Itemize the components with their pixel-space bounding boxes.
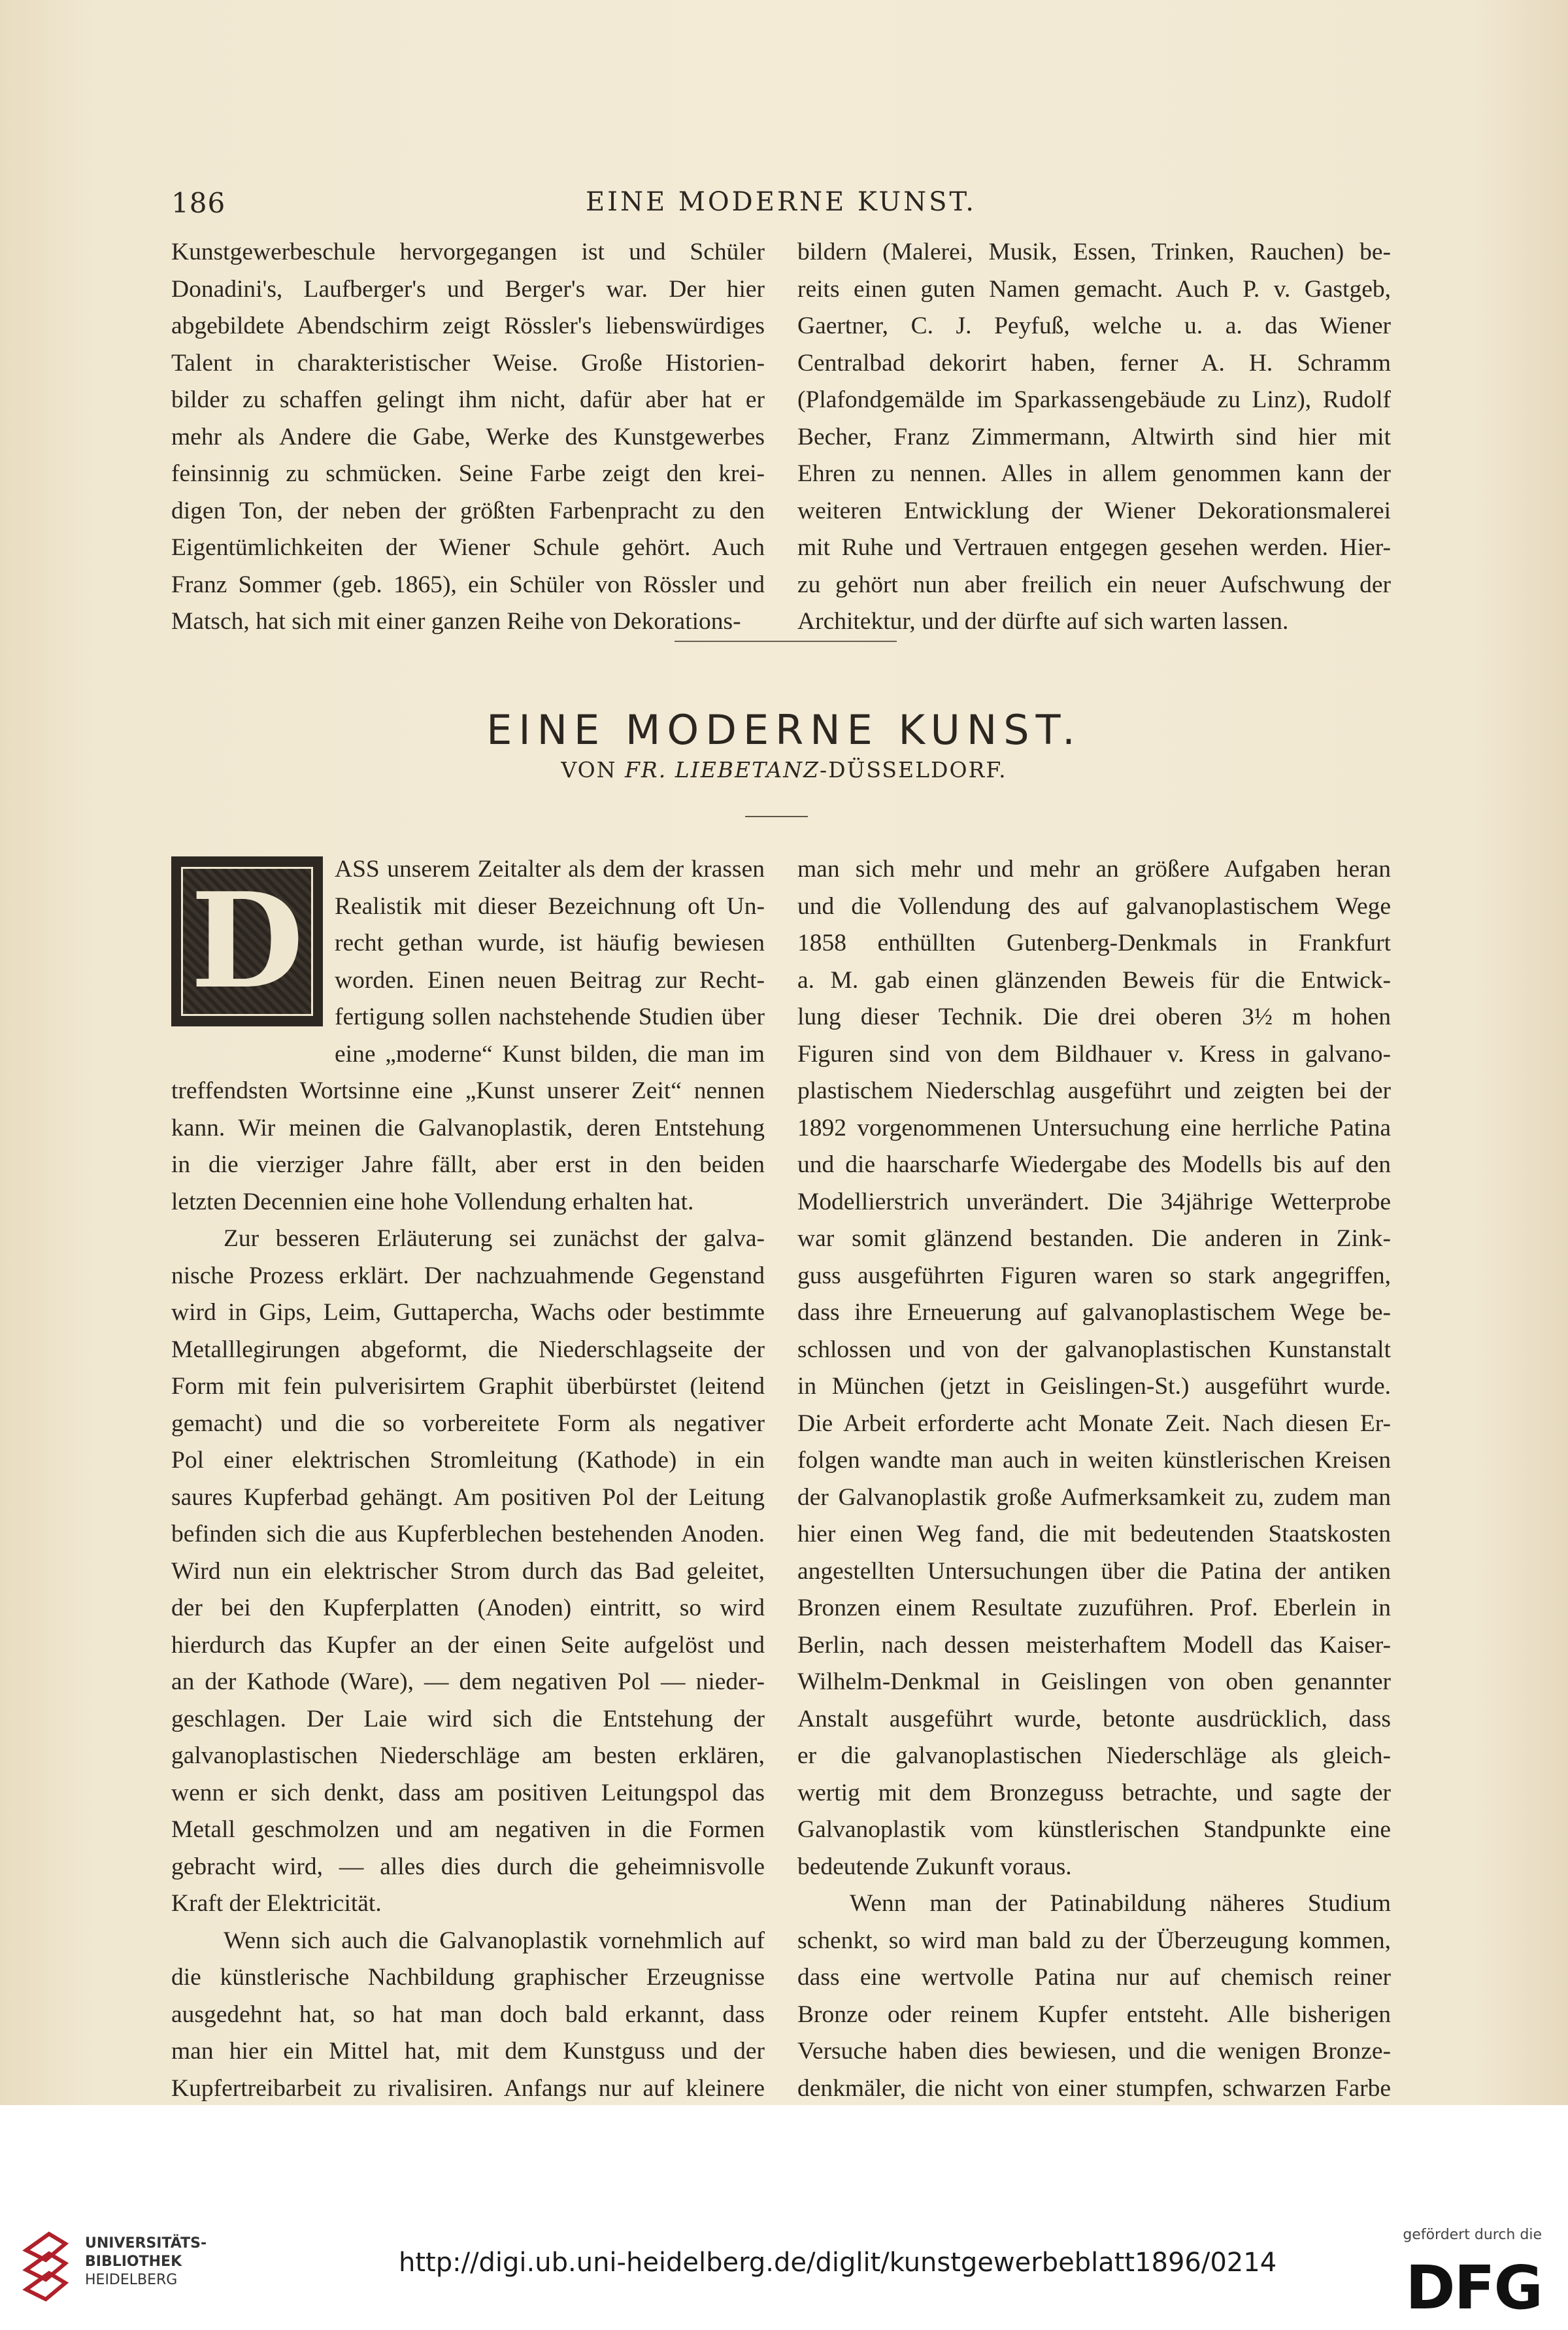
page-header	[171, 187, 1391, 226]
article-right-column	[797, 851, 1391, 2144]
text-line: Kraft der Elektricität.	[171, 1890, 382, 1917]
text-line: saures Kupferbad gehängt. Am positiven Pol der Leitung	[171, 1483, 765, 1511]
text-line: (Plafondgemälde im Sparkassengebäude zu Linz), Rudolf	[797, 386, 1391, 413]
text-line: treffendsten Wortsinne eine „Kunst unserer Zeit“ nennen	[171, 1077, 765, 1104]
text-line: Kunstgewerbeschule hervorgegangen ist und Schüler	[171, 239, 765, 265]
text-line: Berlin, nach dessen meisterhaftem Modell das Kaiser-	[797, 1631, 1391, 1659]
text-line: Wird nun ein elektrischer Strom durch das Bad geleitet,	[171, 1557, 765, 1585]
text-line: dass eine wertvolle Patina nur auf chemisch reiner	[797, 1964, 1391, 1991]
footer-bar	[0, 2105, 1568, 2330]
text-line: geschlagen. Der Laie wird sich die Entstehung der	[171, 1705, 765, 1732]
text-line: gemacht) und die so vorbereitete Form als negativer	[171, 1410, 765, 1437]
text-line: Becher, Franz Zimmermann, Altwirth sind hier mit	[797, 423, 1391, 450]
text-line: recht gethan wurde, ist häufig bewiesen	[335, 930, 765, 956]
text-line: Matsch, hat sich mit einer ganzen Reihe von Dekorations-	[171, 608, 741, 635]
text-line: befinden sich die aus Kupferblechen bestehenden Anoden.	[171, 1521, 765, 1547]
text-line: mit Ruhe und Vertrauen entgegen gesehen werden. Hier-	[797, 534, 1391, 561]
text-line: eine „moderne“ Kunst bilden, die man im	[335, 1040, 765, 1068]
top-right-column	[797, 234, 1391, 641]
text-line: digen Ton, der neben der größten Farbenpracht zu den	[171, 497, 765, 524]
text-line: Bronze oder reinem Kupfer entsteht. Alle bisherigen	[797, 2001, 1391, 2028]
text-line: hierdurch das Kupfer an der einen Seite aufgelöst und	[171, 1631, 765, 1659]
permalink-url[interactable]: http://digi.ub.uni-heidelberg.de/diglit/kunstgewerbeblatt1896/0214	[399, 2248, 1277, 2278]
text-line: dass ihre Erneuerung auf galvanoplastischem Wege be-	[797, 1299, 1391, 1326]
text-line: Metall geschmolzen und am negativen in die Formen	[171, 1816, 765, 1843]
text-line: lung dieser Technik. Die drei oberen 3½ m hohen	[797, 1004, 1391, 1030]
byline-author: FR. LIEBETANZ	[625, 757, 820, 783]
text-line: fertigung sollen nachstehende Studien über	[335, 1004, 765, 1030]
text-line: hier einen Weg fand, die mit bedeutenden Staatskosten	[797, 1521, 1391, 1547]
library-name-line1: UNIVERSITÄTS-	[85, 2235, 207, 2252]
text-line: feinsinnig zu schmücken. Seine Farbe zeigt den krei-	[171, 460, 765, 487]
text-line: Figuren sind von dem Bildhauer v. Kress in galvano-	[797, 1040, 1391, 1068]
text-line: Wilhelm-Denkmal in Geislingen von oben genannter	[797, 1668, 1391, 1695]
text-line: angestellten Untersuchungen über die Patina der antiken	[797, 1557, 1391, 1585]
text-line: an der Kathode (Ware), — dem negativen Pol — nieder-	[171, 1668, 765, 1695]
text-line: 1892 vorgenommenen Untersuchung eine herrliche Patina	[797, 1114, 1391, 1141]
text-line: abgebildete Abendschirm zeigt Rössler's liebenswürdiges	[171, 312, 765, 339]
text-line: Wenn man der Patinabildung näheres Studium	[850, 1890, 1391, 1917]
text-line: in München (jetzt in Geislingen-St.) ausgeführt wurde.	[797, 1373, 1391, 1400]
title-rule	[745, 816, 808, 817]
university-library-logo-icon	[20, 2231, 72, 2303]
text-line: Modellierstrich unverändert. Die 34jährige Wetterprobe	[797, 1188, 1391, 1215]
text-line: schlossen und von der galvanoplastischen Kunstanstalt	[797, 1336, 1391, 1363]
text-line: Talent in charakteristischer Weise. Große Historien-	[171, 349, 765, 377]
text-line: der bei den Kupferplatten (Anoden) eintritt, so wird	[171, 1595, 765, 1621]
text-line: Ehren zu nennen. Alles in allem genommen kann der	[797, 460, 1391, 487]
text-line: Kupfertreibarbeit zu rivalisiren. Anfangs nur auf kleinere	[171, 2074, 765, 2102]
article-title: EINE MODERNE KUNST.	[486, 706, 1082, 754]
text-line: wird in Gips, Leim, Guttapercha, Wachs oder bestimmte	[171, 1299, 765, 1326]
page-number: 186	[171, 187, 226, 219]
text-line: Bronzen einem Resultate zuzuführen. Prof. Eberlein in	[797, 1595, 1391, 1621]
text-line: Franz Sommer (geb. 1865), ein Schüler von Rössler und	[171, 571, 765, 598]
text-line: wertig mit dem Bronzeguss betrachte, und sagte der	[797, 1779, 1391, 1806]
text-line: Wenn sich auch die Galvanoplastik vornehmlich auf	[224, 1927, 765, 1954]
text-line: bedeutende Zukunft voraus.	[797, 1853, 1072, 1880]
text-line: Architektur, und der dürfte auf sich warten lassen.	[797, 608, 1289, 635]
dropcap-letter: D	[190, 864, 304, 1018]
text-line: und die haarscharfe Wiedergabe des Modells bis auf den	[797, 1151, 1391, 1178]
library-name-line2: BIBLIOTHEK	[85, 2254, 182, 2270]
text-line: und die Vollendung des auf galvanoplastischem Wege	[797, 892, 1391, 920]
text-line: Galvanoplastik vom künstlerischen Standpunkte eine	[797, 1816, 1391, 1843]
library-name	[85, 2235, 207, 2289]
text-line: 1858 enthüllten Gutenberg-Denkmals in Frankfurt	[797, 930, 1391, 956]
text-line: man hier ein Mittel hat, mit dem Kunstguss und der	[171, 2038, 765, 2065]
running-head: EINE MODERNE KUNST.	[585, 187, 977, 217]
funding-note: gefördert durch die	[1403, 2227, 1542, 2243]
text-line: weiteren Entwicklung der Wiener Dekorationsmalerei	[797, 497, 1391, 524]
text-line: a. M. gab einen glänzenden Beweis für die Entwick-	[797, 966, 1391, 994]
byline-suffix: -DÜSSELDORF.	[819, 757, 1007, 783]
dfg-logo: DFG	[1405, 2253, 1542, 2323]
text-line: war somit glänzend bestanden. Die anderen in Zink-	[797, 1225, 1391, 1252]
byline-prefix: VON	[561, 757, 617, 783]
text-line: die künstlerische Nachbildung graphischer Erzeugnisse	[171, 1964, 765, 1991]
article-left-column	[171, 851, 765, 2144]
text-line: Anstalt ausgeführt wurde, betonte ausdrücklich, dass	[797, 1705, 1391, 1732]
text-line: gebracht wird, — alles dies durch die geheimnisvolle	[171, 1853, 765, 1880]
text-line: man sich mehr und mehr an größere Aufgaben heran	[797, 856, 1391, 883]
text-line: in die vierziger Jahre fällt, aber erst in den beiden	[171, 1151, 765, 1178]
text-line: er die galvanoplastischen Niederschläge als gleich-	[797, 1742, 1391, 1769]
text-line: folgen wandte man auch in weiten künstlerischen Kreisen	[797, 1447, 1391, 1474]
top-left-column	[171, 234, 765, 641]
text-line: letzten Decennien eine hohe Vollendung erhalten hat.	[171, 1188, 694, 1215]
text-line: ASS unserem Zeitalter als dem der krassen	[335, 856, 765, 883]
text-line: Form mit fein pulverisirtem Graphit überbürstet (leitend	[171, 1373, 765, 1400]
library-name-line3: HEIDELBERG	[85, 2272, 178, 2288]
byline	[0, 757, 1568, 783]
text-line: Versuche haben dies bewiesen, und die wenigen Bronze-	[797, 2038, 1391, 2065]
text-line: mehr als Andere die Gabe, Werke des Kunstgewerbes	[171, 423, 765, 450]
text-line: worden. Einen neuen Beitrag zur Recht-	[335, 966, 765, 994]
text-line: plastischem Niederschlag ausgeführt und zeigten bei der	[797, 1077, 1391, 1104]
text-line: Donadini's, Laufberger's und Berger's war. Der hier	[171, 275, 765, 303]
text-line: Gaertner, C. J. Peyfuß, welche u. a. das Wiener	[797, 312, 1391, 339]
text-line: guss ausgeführten Figuren waren so stark angegriffen,	[797, 1262, 1391, 1289]
text-line: Zur besseren Erläuterung sei zunächst der galva-	[224, 1225, 765, 1252]
text-line: galvanoplastischen Niederschläge am besten erklären,	[171, 1742, 765, 1769]
text-line: Centralbad dekorirt haben, ferner A. H. Schramm	[797, 349, 1391, 377]
text-line: reits einen guten Namen gemacht. Auch P. v. Gastgeb,	[797, 275, 1391, 303]
text-line: wenn er sich denkt, dass am positiven Leitungspol das	[171, 1779, 765, 1806]
text-line: schenkt, so wird man bald zu der Überzeugung kommen,	[797, 1927, 1391, 1954]
text-line: denkmäler, die nicht von einer stumpfen, schwarzen Farbe	[797, 2074, 1391, 2102]
text-line: nische Prozess erklärt. Der nachzuahmende Gegenstand	[171, 1262, 765, 1289]
text-line: zu gehört nun aber freilich ein neuer Aufschwung der	[797, 571, 1391, 598]
text-line: Pol einer elektrischen Stromleitung (Kathode) in ein	[171, 1447, 765, 1474]
text-line: bildern (Malerei, Musik, Essen, Trinken, Rauchen) be-	[797, 239, 1391, 265]
text-line: der Galvanoplastik große Aufmerksamkeit zu, zudem man	[797, 1483, 1391, 1511]
text-line: kann. Wir meinen die Galvanoplastik, deren Entstehung	[171, 1114, 765, 1141]
text-line: ausgedehnt hat, so hat man doch bald erkannt, dass	[171, 2001, 765, 2028]
text-line: Eigentümlichkeiten der Wiener Schule gehört. Auch	[171, 534, 765, 561]
section-divider	[675, 641, 897, 642]
text-line: Die Arbeit erforderte acht Monate Zeit. Nach diesen Er-	[797, 1410, 1391, 1437]
text-line: bilder zu schaffen gelingt ihm nicht, dafür aber hat er	[171, 386, 765, 413]
text-line: Realistik mit dieser Bezeichnung oft Un-	[335, 892, 765, 920]
text-line: Metalllegirungen abgeformt, die Niederschlagseite der	[171, 1336, 765, 1363]
